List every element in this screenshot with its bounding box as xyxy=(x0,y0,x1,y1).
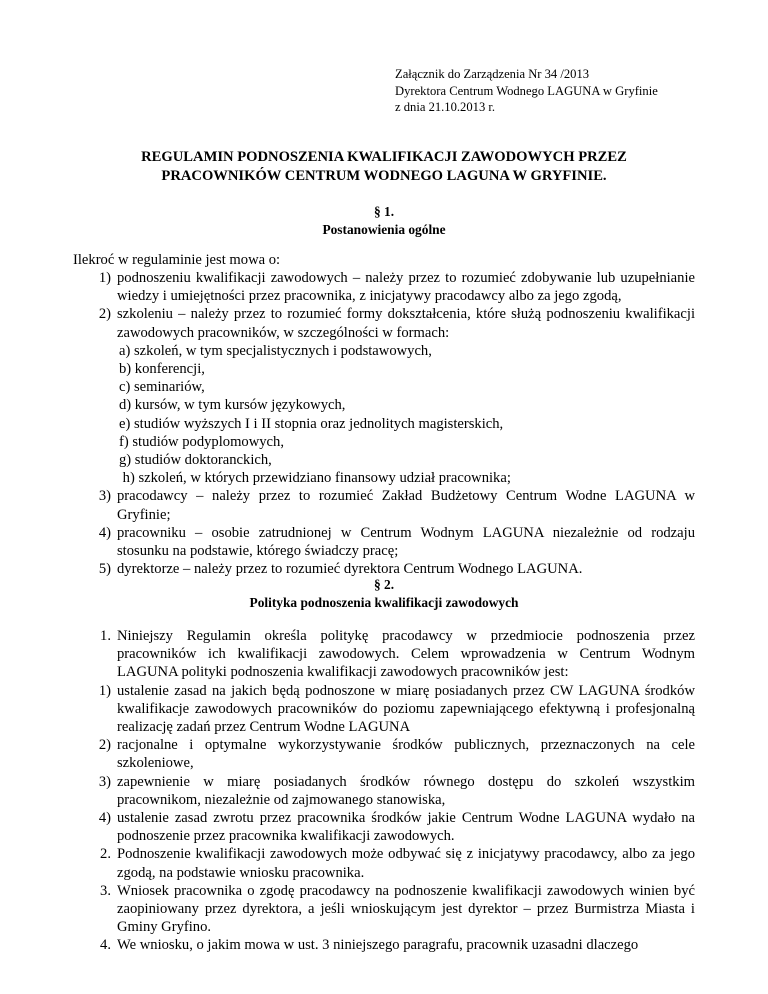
section-1-list xyxy=(75,269,695,578)
item-text: pracowniku – osobie zatrudnionej w Centrum Wodnym LAGUNA niezależnie od rodzaju stosunku na podstawie, którego świadczy pracę; xyxy=(117,524,695,560)
item-number: 2) xyxy=(98,737,111,754)
item-number: 3) xyxy=(98,488,111,505)
sub-item: g) studiów doktoranckich, xyxy=(119,452,272,469)
section-2-list xyxy=(75,627,695,955)
item-text: zapewnienie w miarę posiadanych środków równego dostępu do szkoleń wszystkim pracownikom, niezależnie od zajmowanego stanowiska, xyxy=(117,773,695,808)
sub-item: b) konferencji, xyxy=(119,361,205,378)
section-2-number: § 2. xyxy=(373,577,395,592)
sub-item: h) szkoleń, w których przewidziano finansowy udział pracownika; xyxy=(119,470,511,487)
list-item xyxy=(75,773,695,809)
list-item xyxy=(75,487,695,523)
list-item xyxy=(75,682,695,737)
sub-list xyxy=(117,342,695,488)
document-title xyxy=(60,148,708,186)
sub-item: c) seminariów, xyxy=(119,379,205,396)
list-item xyxy=(75,524,695,560)
item-text: racjonalne i optymalne wykorzystywanie środków publicznych, przeznaczonych na cele szkoleniowe, xyxy=(117,737,695,772)
item-text: podnoszeniu kwalifikacji zawodowych – należy przez to rozumieć zdobywanie lub uzupełnianie wiedzy i umiejętności przez pracownika, z inicjatywy pracodawcy albo za jego zgodą, xyxy=(117,270,695,305)
list-item xyxy=(75,627,695,682)
sub-item: d) kursów, w tym kursów językowych, xyxy=(119,397,346,414)
item-body xyxy=(117,305,695,487)
title-line-2: PRACOWNIKÓW CENTRUM WODNEGO LAGUNA W GRYFINIE. xyxy=(161,168,607,184)
item-number: 4) xyxy=(98,524,111,541)
title-line-1: REGULAMIN PODNOSZENIA KWALIFIKACJI ZAWODOWYCH PRZEZ xyxy=(141,149,627,165)
item-number: 4. xyxy=(100,937,111,954)
sub-item: a) szkoleń, w tym specjalistycznych i podstawowych, xyxy=(119,342,432,359)
section-1-number: § 1. xyxy=(373,204,395,219)
item-number: 2) xyxy=(98,306,111,323)
list-item xyxy=(75,736,695,772)
item-text: szkoleniu – należy przez to rozumieć formy dokształcenia, które służą podnoszeniu kwalifikacji zawodowych pracowników, w szczególności w formach: xyxy=(117,306,695,341)
item-number: 3. xyxy=(100,882,111,899)
annex-line-2: Dyrektora Centrum Wodnego LAGUNA w Gryfinie xyxy=(395,83,658,98)
section-1-heading: Postanowienia ogólne xyxy=(322,222,446,237)
item-text: Wniosek pracownika o zgodę pracodawcy na podnoszenie kwalifikacji zawodowych winien być zaopiniowany przez dyrektora, a jeśli wnioskującym jest dyrektor – przez Burmistrza Miasta i Gminy Gryfino. xyxy=(117,882,695,936)
item-number: 1) xyxy=(98,682,111,699)
annex-line-3: z dnia 21.10.2013 r. xyxy=(395,100,496,114)
annex-note xyxy=(395,66,658,116)
item-number: 4) xyxy=(98,810,111,827)
item-number: 1) xyxy=(98,270,111,286)
list-item xyxy=(75,882,695,937)
item-text: Podnoszenie kwalifikacji zawodowych może odbywać się z inicjatywy pracodawcy, albo za jego zgodą, na podstawie wniosku pracownika. xyxy=(117,846,695,881)
section-2-heading: Polityka podnoszenia kwalifikacji zawodowych xyxy=(249,595,519,610)
list-item xyxy=(75,269,695,305)
section-1-intro: Ilekroć w regulaminie jest mowa o: xyxy=(73,252,281,268)
annex-line-1: Załącznik do Zarządzenia Nr 34 /2013 xyxy=(395,67,590,81)
list-item xyxy=(75,809,695,845)
item-text: We wniosku, o jakim mowa w ust. 3 niniejszego paragrafu, pracownik uzasadni dlaczego xyxy=(117,937,639,954)
item-text: ustalenie zasad zwrotu przez pracownika środków jakie Centrum Wodne LAGUNA wydało na podnoszenie przez pracownika kwalifikacji zawodowych. xyxy=(117,810,695,845)
item-number: 3) xyxy=(98,773,111,790)
item-text: ustalenie zasad na jakich będą podnoszone w miarę posiadanych przez CW LAGUNA środków kwalifikacje zawodowych pracowników do poziomu zapewniającego efektywną i profesjonalną realizację zadań przez Centrum Wodne LAGUNA xyxy=(117,682,695,736)
item-text: pracodawcy – należy przez to rozumieć Zakład Budżetowy Centrum Wodne LAGUNA w Gryfinie; xyxy=(117,488,695,523)
item-number: 1. xyxy=(100,628,111,644)
list-item xyxy=(75,305,695,487)
item-text: Niniejszy Regulamin określa politykę pracodawcy w przedmiocie podnoszenia przez pracowników ich kwalifikacji zawodowych. Celem wprowadzenia w Centrum Wodnym LAGUNA polityki podnoszenia kwalifikacji zawodowych pracowników jest: xyxy=(117,628,695,681)
list-item xyxy=(75,845,695,881)
item-number: 5) xyxy=(98,561,111,578)
list-item xyxy=(75,936,695,954)
item-text: dyrektorze – należy przez to rozumieć dyrektora Centrum Wodnego LAGUNA. xyxy=(117,561,583,578)
item-number: 2. xyxy=(100,846,111,863)
sub-item: e) studiów wyższych I i II stopnia oraz jednolitych magisterskich, xyxy=(119,415,504,432)
sub-item: f) studiów podyplomowych, xyxy=(119,433,284,450)
